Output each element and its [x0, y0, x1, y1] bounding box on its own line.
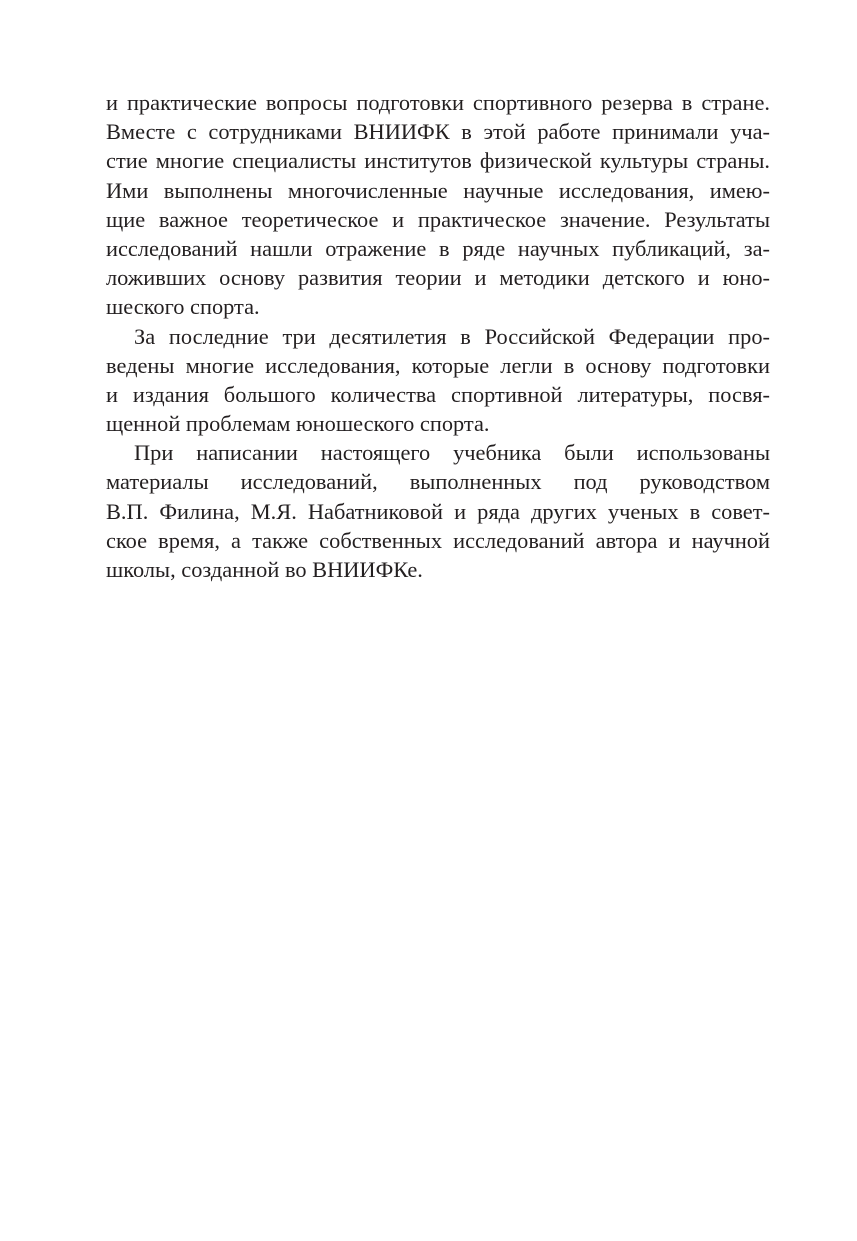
- text-line: щенной проблемам юношеского спорта.: [106, 411, 490, 437]
- text-line: Вместе с сотрудниками ВНИИФК в этой работе принимали уча-: [106, 119, 770, 145]
- paragraph-2: [106, 322, 770, 439]
- paragraph-1: [106, 88, 770, 322]
- text-line: Ими выполнены многочисленные научные исследования, имею-: [106, 177, 770, 203]
- text-line: стие многие специалисты институтов физической культуры страны.: [106, 148, 770, 174]
- text-line: ведены многие исследования, которые легли в основу подготовки: [106, 352, 770, 378]
- body-text: [106, 88, 770, 584]
- text-line: За последние три десятилетия в Российской Федерации про-: [134, 323, 770, 349]
- text-line: В.П. Филина, М.Я. Набатниковой и ряда других ученых в совет-: [106, 498, 770, 524]
- text-line: школы, созданной во ВНИИФКе.: [106, 557, 423, 582]
- text-line: исследований нашли отражение в ряде научных публикаций, за-: [106, 235, 770, 261]
- text-line: щие важное теоретическое и практическое значение. Результаты: [106, 206, 770, 232]
- text-line: ское время, а также собственных исследований автора и научной: [106, 527, 770, 553]
- text-line: материалы исследований, выполненных под руководством: [106, 469, 770, 495]
- text-line: шеского спорта.: [106, 294, 260, 320]
- text-line: ложивших основу развития теории и методики детского и юно-: [106, 265, 770, 291]
- text-line: и издания большого количества спортивной литературы, посвя-: [106, 381, 770, 407]
- paragraph-3: [106, 438, 770, 584]
- text-line: и практические вопросы подготовки спортивного резерва в стране.: [106, 90, 770, 115]
- text-line: При написании настоящего учебника были использованы: [134, 440, 770, 466]
